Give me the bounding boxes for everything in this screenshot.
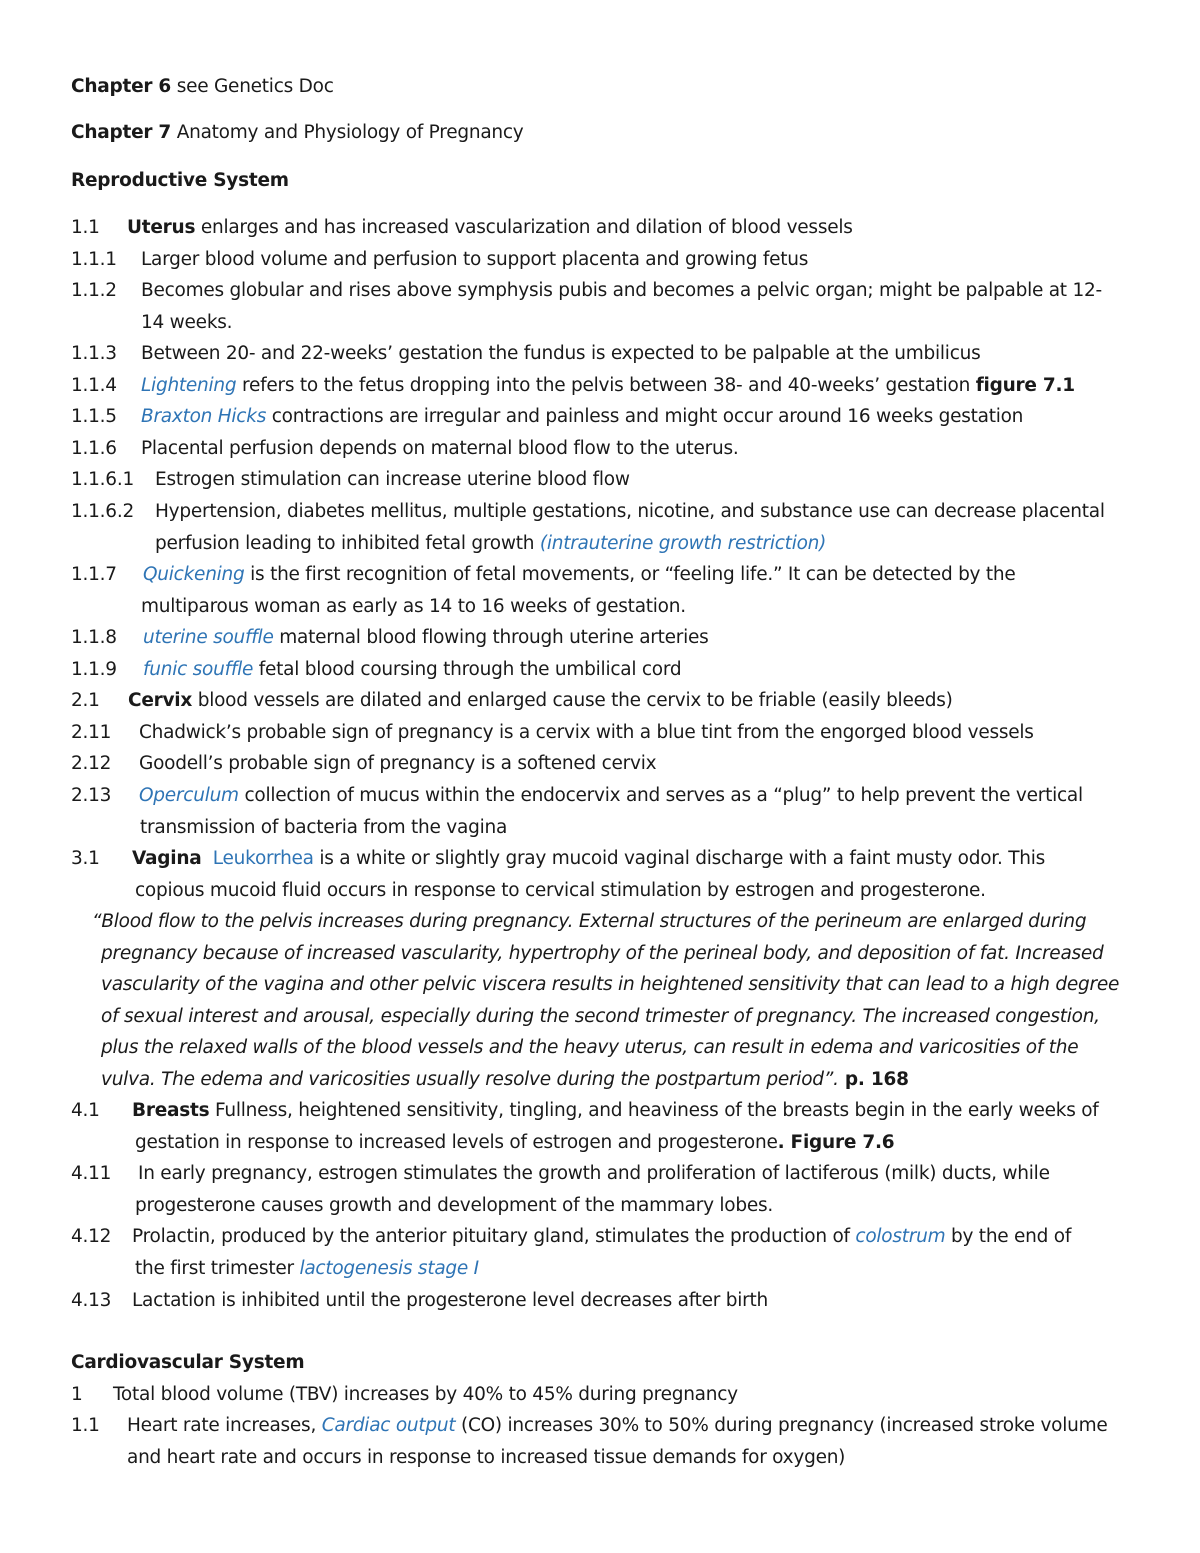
item-text: Becomes globular and rises above symphysis pubis and becomes a pelvic organ; might be palpable at 12- bbox=[141, 280, 1102, 301]
item-text: In early pregnancy, estrogen stimulates the growth and proliferation of lactiferous (milk) ducts, while bbox=[138, 1163, 1050, 1184]
item-number: 4.12 bbox=[71, 1226, 112, 1247]
list-item-continuation: transmission of bacteria from the vagina bbox=[140, 817, 508, 838]
item-text bbox=[132, 1225, 1071, 1249]
term-leukorrhea: Leukorrhea bbox=[212, 848, 314, 869]
item-number: 1.1 bbox=[71, 1415, 100, 1436]
item-text bbox=[139, 784, 1083, 808]
item-text bbox=[143, 658, 681, 682]
item-text: Prolactin, produced by the anterior pituitary gland, stimulates the production of bbox=[132, 1226, 856, 1247]
list-item-continuation: 14 weeks. bbox=[141, 312, 233, 333]
item-text: Uterus bbox=[127, 217, 196, 238]
item-number: 1.1.8 bbox=[71, 627, 117, 648]
figure-ref: . Figure 7.6 bbox=[777, 1132, 895, 1153]
item-number: 4.1 bbox=[71, 1100, 100, 1121]
quote-line: vascularity of the vagina and other pelvic viscera results in heightened sensitivity that can lead to a high degree bbox=[101, 974, 1120, 995]
item-text: Chapter 6 bbox=[71, 76, 172, 97]
item-text bbox=[132, 1099, 1099, 1123]
item-text: enlarges and has increased vascularization and dilation of blood vessels bbox=[195, 217, 853, 238]
term-braxton-hicks: Braxton Hicks bbox=[141, 406, 267, 427]
item-text: by the end of bbox=[945, 1226, 1072, 1247]
item-text bbox=[127, 1414, 1107, 1438]
list-item-continuation: multiparous woman as early as 14 to 16 weeks of gestation. bbox=[141, 596, 686, 617]
item-text: Vagina bbox=[132, 848, 202, 869]
figure-ref: figure 7.1 bbox=[975, 375, 1075, 396]
term-lightening: Lightening bbox=[141, 375, 237, 396]
item-number: 1.1.5 bbox=[71, 406, 117, 427]
item-text: see Genetics Doc bbox=[171, 76, 334, 97]
item-text bbox=[141, 405, 1023, 429]
term-iugr: (intrauterine growth restriction) bbox=[539, 533, 827, 554]
item-text: is the first recognition of fetal movements, or “feeling life.” It can be detected by the bbox=[244, 564, 1016, 585]
term-funic-souffle: funic souffle bbox=[143, 659, 254, 680]
item-number: 1.1.2 bbox=[71, 280, 117, 301]
item-text: Between 20- and 22-weeks’ gestation the fundus is expected to be palpable at the umbilicus bbox=[141, 343, 981, 364]
item-number: 1.1.9 bbox=[71, 659, 117, 680]
item-text: Hypertension, diabetes mellitus, multiple gestations, nicotine, and substance use can decrease placental bbox=[155, 501, 1105, 522]
section-heading-reproductive: Reproductive System bbox=[71, 170, 289, 191]
item-text: perfusion leading to inhibited fetal growth bbox=[155, 533, 540, 554]
item-text: gestation in response to increased levels of estrogen and progesterone bbox=[135, 1132, 778, 1153]
list-item-continuation bbox=[135, 1131, 894, 1155]
item-text: collection of mucus within the endocervix and serves as a “plug” to help prevent the vertical bbox=[238, 785, 1083, 806]
item-text: Estrogen stimulation can increase uterine blood flow bbox=[155, 469, 630, 490]
item-text bbox=[132, 847, 1045, 871]
quote-line: pregnancy because of increased vascularity, hypertrophy of the perineal body, and deposition of fat. Increased bbox=[101, 943, 1104, 964]
item-text: maternal blood flowing through uterine arteries bbox=[273, 627, 709, 648]
item-number: 2.13 bbox=[71, 785, 112, 806]
item-number: 1.1.6 bbox=[71, 438, 117, 459]
item-number: 1.1.6.2 bbox=[71, 501, 134, 522]
item-text: Cervix bbox=[128, 690, 193, 711]
item-text: Goodell’s probable sign of pregnancy is a softened cervix bbox=[139, 753, 657, 774]
item-text: Anatomy and Physiology of Pregnancy bbox=[171, 122, 524, 143]
item-number: 2.12 bbox=[71, 753, 112, 774]
item-text: contractions are irregular and painless and might occur around 16 weeks gestation bbox=[266, 406, 1024, 427]
list-item-continuation bbox=[155, 532, 826, 556]
term-quickening: Quickening bbox=[143, 564, 245, 585]
quote-line: plus the relaxed walls of the blood vessels and the heavy uterus, can result in edema and varicosities of the bbox=[101, 1037, 1079, 1058]
item-text: Chadwick’s probable sign of pregnancy is a cervix with a blue tint from the engorged blood vessels bbox=[139, 722, 1034, 743]
term-operculum: Operculum bbox=[139, 785, 239, 806]
item-text bbox=[141, 374, 1075, 398]
item-number: 3.1 bbox=[71, 848, 100, 869]
item-text: the first trimester bbox=[135, 1258, 300, 1279]
item-text: blood vessels are dilated and enlarged cause the cervix to be friable (easily bleeds) bbox=[192, 690, 953, 711]
list-item-continuation: copious mucoid fluid occurs in response to cervical stimulation by estrogen and progesterone. bbox=[135, 880, 986, 901]
list-item-continuation bbox=[135, 1257, 479, 1281]
item-text: Larger blood volume and perfusion to support placenta and growing fetus bbox=[141, 249, 809, 270]
item-number: 1.1 bbox=[71, 217, 100, 238]
item-text: Fullness, heightened sensitivity, tingling, and heaviness of the breasts begin in the early weeks of bbox=[209, 1100, 1099, 1121]
chapter-7-line bbox=[71, 121, 524, 145]
term-uterine-souffle: uterine souffle bbox=[143, 627, 274, 648]
item-text: fetal blood coursing through the umbilical cord bbox=[253, 659, 682, 680]
item-number: 4.13 bbox=[71, 1290, 112, 1311]
item-text: vulva. The edema and varicosities usually resolve during the postpartum period”. bbox=[101, 1069, 839, 1090]
item-text bbox=[143, 563, 1016, 587]
page-ref: p. 168 bbox=[838, 1069, 909, 1090]
item-number: 1.1.4 bbox=[71, 375, 117, 396]
item-text: Lactation is inhibited until the progesterone level decreases after birth bbox=[132, 1290, 769, 1311]
chapter-6-line bbox=[71, 75, 334, 99]
item-number: 1.1.6.1 bbox=[71, 469, 134, 490]
quote-line: “Blood flow to the pelvis increases during pregnancy. External structures of the perineum are enlarged during bbox=[92, 911, 1087, 932]
item-text: Chapter 7 bbox=[71, 122, 172, 143]
term-cardiac-output: Cardiac output bbox=[321, 1415, 456, 1436]
item-text: (CO) increases 30% to 50% during pregnancy (increased stroke volume bbox=[455, 1415, 1108, 1436]
item-number: 1.1.7 bbox=[71, 564, 117, 585]
term-colostrum: colostrum bbox=[855, 1226, 946, 1247]
item-text: Heart rate increases, bbox=[127, 1415, 322, 1436]
item-number: 2.1 bbox=[71, 690, 100, 711]
item-text: is a white or slightly gray mucoid vaginal discharge with a faint musty odor. This bbox=[313, 848, 1046, 869]
item-text: Total blood volume (TBV) increases by 40% to 45% during pregnancy bbox=[113, 1384, 738, 1405]
list-item-continuation: and heart rate and occurs in response to increased tissue demands for oxygen) bbox=[127, 1447, 846, 1468]
item-text: refers to the fetus dropping into the pelvis between 38- and 40-weeks’ gestation bbox=[236, 375, 976, 396]
item-text bbox=[128, 689, 953, 713]
item-number: 1.1.1 bbox=[71, 249, 117, 270]
item-number: 1 bbox=[71, 1384, 83, 1405]
item-text bbox=[143, 626, 709, 650]
term-lactogenesis: lactogenesis stage I bbox=[299, 1258, 479, 1279]
item-number: 1.1.3 bbox=[71, 343, 117, 364]
item-text: Placental perfusion depends on maternal blood flow to the uterus. bbox=[141, 438, 739, 459]
item-number: 4.11 bbox=[71, 1163, 112, 1184]
item-text: Breasts bbox=[132, 1100, 210, 1121]
section-heading-cardiovascular: Cardiovascular System bbox=[71, 1352, 305, 1373]
item-number: 2.11 bbox=[71, 722, 112, 743]
quote-line: of sexual interest and arousal, especially during the second trimester of pregnancy. The increased congestion, bbox=[101, 1006, 1100, 1027]
item-text bbox=[127, 216, 853, 240]
list-item-continuation: progesterone causes growth and development of the mammary lobes. bbox=[135, 1195, 774, 1216]
quote-line bbox=[101, 1068, 909, 1092]
